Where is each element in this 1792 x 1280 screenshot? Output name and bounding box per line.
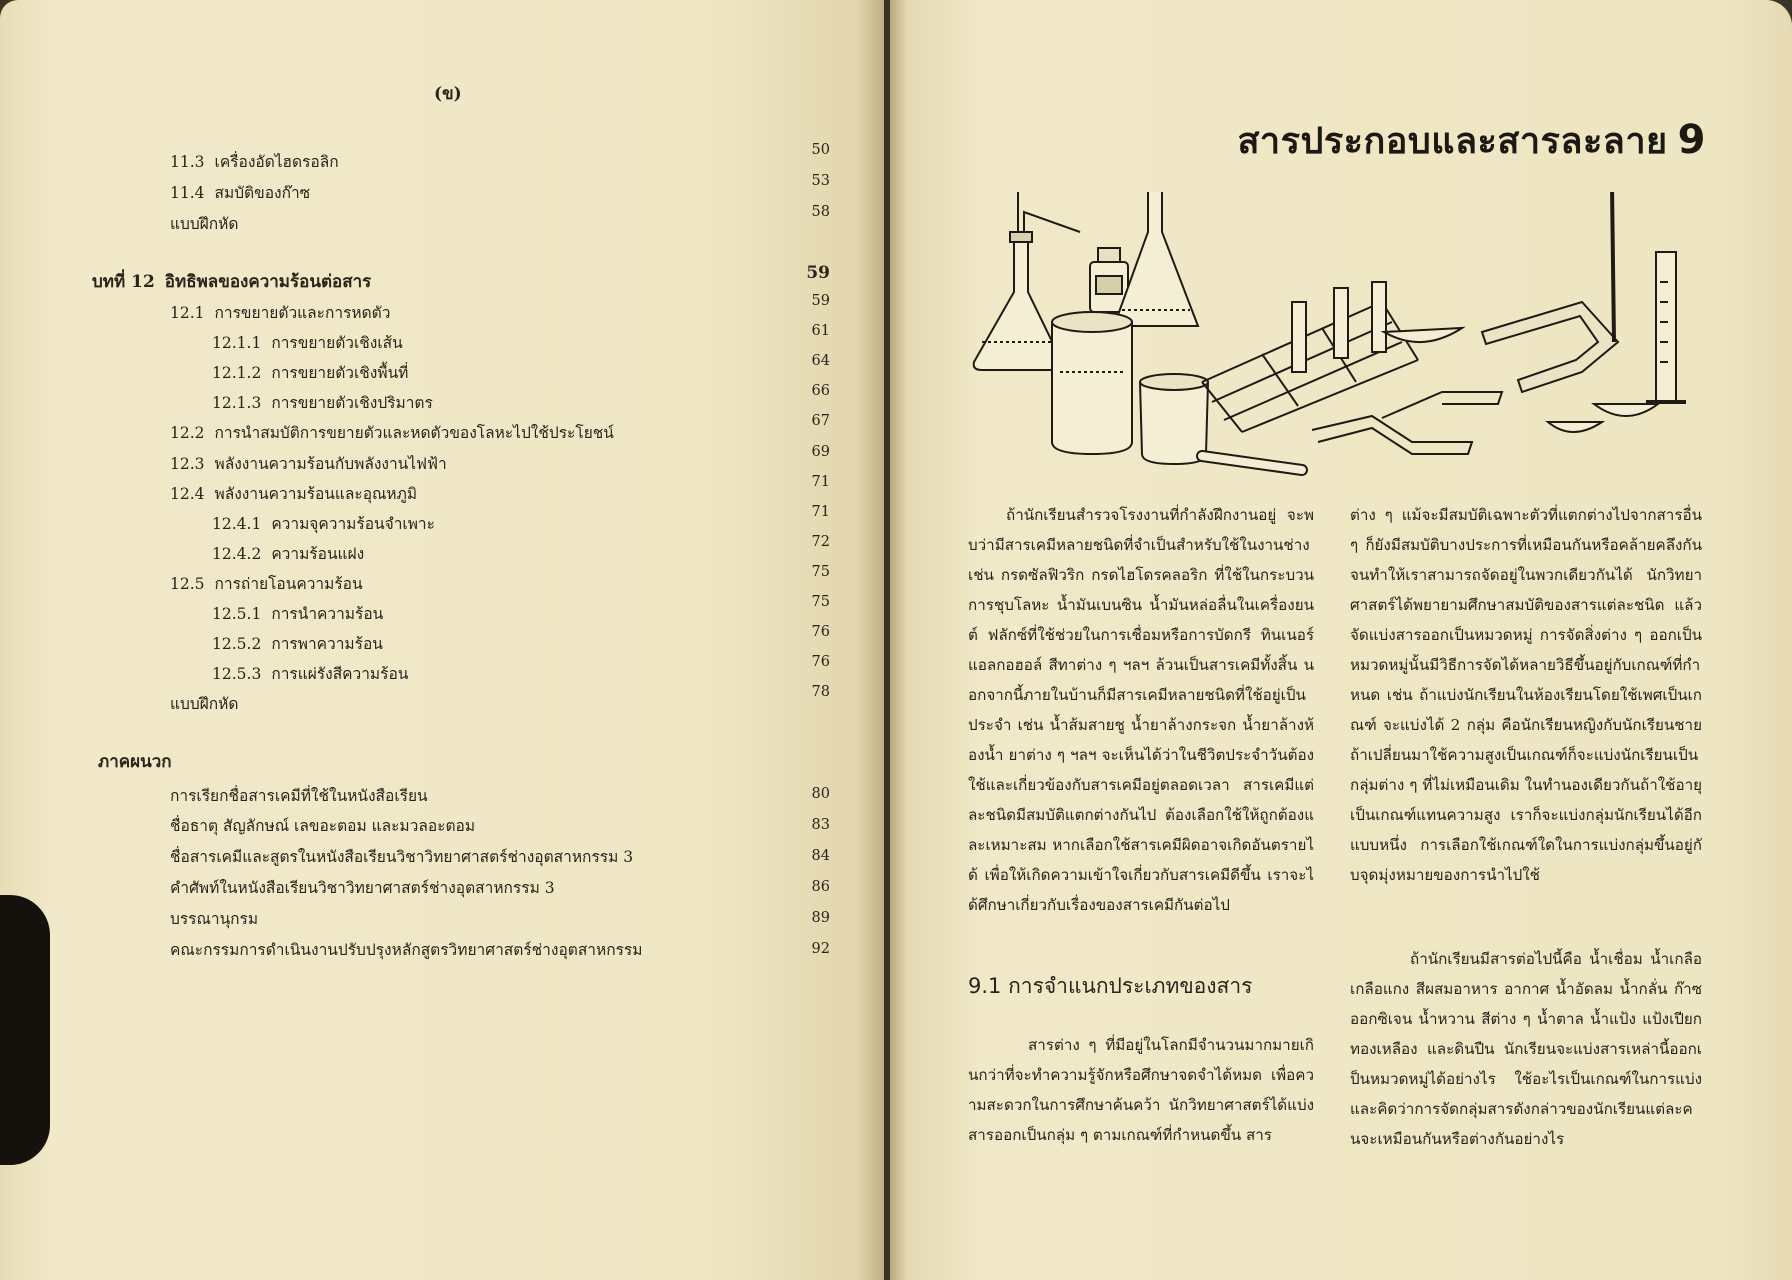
- toc-page-number: 67: [811, 413, 830, 429]
- funnel-icon: [1114, 192, 1198, 326]
- section-paragraph: สารต่าง ๆ ที่มีอยู่ในโลกมีจำนวนมากมายเกินกว่าที่จะทำความรู้จักหรือศึกษาจดจำได้หมด เพื่อความสะดวกในการศึกษาค้นคว้า นักวิทยาศาสตร์ได้แบ่งสารออกเป็นกลุ่ม ๆ ตามเกณฑ์ที่กำหนดขึ้น สาร: [968, 1036, 1314, 1144]
- toc-page-number: 71: [811, 504, 830, 520]
- chapter-title: สารประกอบและสารละลาย 9: [1237, 117, 1706, 163]
- toc-page-number: 89: [811, 910, 830, 926]
- left-page: [0, 0, 884, 1280]
- intro-paragraph: ถ้านักเรียนสำรวจโรงงานที่กำลังฝึกงานอยู่ จะพบว่ามีสารเคมีหลายชนิดที่จำเป็นสำหรับใช้ในงานช่าง เช่น กรดซัลฟิวริก กรดไฮโดรคลอริก ที่ใช้ในกระบวนการชุบโลหะ น้ำมันเบนซิน น้ำมันหล่อลื่นในเครื่องยนต์ ฟลักซ์ที่ใช้ช่วยในการเชื่อมหรือการบัดกรี ทินเนอร์ แอลกอฮอล์ สีทาต่าง ๆ ฯลฯ ล้วนเป็นสารเคมีทั้งสิ้น นอกจากนี้ภายในบ้านก็มีสารเคมีหลายชนิดที่ใช้อยู่เป็นประจำ เช่น น้ำส้มสายชู น้ำยาล้างกระจก น้ำยาล้างห้องน้ำ ยาต่าง ๆ ฯลฯ จะเห็นได้ว่าในชีวิตประจำวันต้องใช้และเกี่ยวข้องกับสารเคมีอยู่ตลอดเวลา สารเคมีแต่ละชนิดมีสมบัติแตกต่างกันไป ต้องเลือกใช้ให้ถูกต้องและเหมาะสม หากเลือกใช้สารเคมีผิดอาจเกิดอันตรายได้ เพื่อให้เกิดความเข้าใจเกี่ยวกับสารเคมีดีขึ้น เราจะได้ศึกษาเกี่ยวกับเรื่องของสารเคมีกันต่อไป: [968, 506, 1314, 914]
- toc-entry: 12.4.1 ความจุความร้อนจำเพาะ: [212, 515, 435, 533]
- toc-page-number: 53: [811, 173, 830, 189]
- chapter-number: 9: [1677, 117, 1706, 163]
- toc-page-number: 75: [811, 594, 830, 610]
- toc-entry: 12.3 พลังงานความร้อนกับพลังงานไฟฟ้า: [170, 455, 447, 473]
- toc-entry: การเรียกชื่อสารเคมีที่ใช้ในหนังสือเรียน: [170, 787, 428, 805]
- toc-entry: 12.5.1 การนำความร้อน: [212, 605, 384, 623]
- toc-entry: ชื่อธาตุ สัญลักษณ์ เลขอะตอม และมวลอะตอม: [170, 817, 476, 835]
- section-heading: 9.1 การจำแนกประเภทของสาร: [968, 974, 1253, 998]
- toc-entry: 11.4 สมบัติของก๊าซ: [170, 184, 311, 202]
- toc-entry: 12.5.2 การพาความร้อน: [212, 635, 383, 653]
- page-number: (ข): [434, 84, 462, 104]
- lab-glassware-illustration: [962, 192, 1702, 480]
- toc-entry: แบบฝึกหัด: [170, 695, 239, 713]
- toc-page-number: 84: [811, 848, 830, 864]
- toc-page-number: 71: [811, 474, 830, 490]
- toc-entry: 12.5.3 การแผ่รังสีความร้อน: [212, 665, 409, 683]
- toc-entry: ชื่อสารเคมีและสูตรในหนังสือเรียนวิชาวิทยาศาสตร์ช่างอุตสาหกรรม 3: [170, 848, 634, 866]
- beaker-icon: [1052, 312, 1132, 454]
- toc-entry: 12.1.3 การขยายตัวเชิงปริมาตร: [212, 394, 433, 412]
- toc-entry: คณะกรรมการดำเนินงานปรับปรุงหลักสูตรวิทยาศาสตร์ช่างอุตสาหกรรม: [170, 941, 643, 959]
- toc-page-number: 78: [811, 684, 830, 700]
- toc-page-number: 76: [811, 624, 830, 640]
- appendix-heading: ภาคผนวก: [98, 752, 172, 772]
- column2-paragraph: ต่าง ๆ แม้จะมีสมบัติเฉพาะตัวที่แตกต่างไปจากสารอื่น ๆ ก็ยังมีสมบัติบางประการที่เหมือนกันหรือคล้ายคลึงกัน จนทำให้เราสามารถจัดอยู่ในพวกเดียวกันได้ นักวิทยาศาสตร์ได้พยายามศึกษาสมบัติของสารแต่ละชนิด แล้วจัดแบ่งสารออกเป็นหมวดหมู่ การจัดสิ่งต่าง ๆ ออกเป็นหมวดหมู่นั้นมีวิธีการจัดได้หลายวิธีขึ้นอยู่กับเกณฑ์ที่กำหนด เช่น ถ้าแบ่งนักเรียนในห้องเรียนโดยใช้เพศเป็นเกณฑ์ จะแบ่งได้ 2 กลุ่ม คือนักเรียนหญิงกับนักเรียนชาย ถ้าเปลี่ยนมาใช้ความสูงเป็นเกณฑ์ก็จะแบ่งนักเรียนเป็นกลุ่มต่าง ๆ ที่ไม่เหมือนเดิม ในทำนองเดียวกันถ้าใช้อายุเป็นเกณฑ์แทนความสูง เราก็จะแบ่งกลุ่มนักเรียนได้อีกแบบหนึ่ง การเลือกใช้เกณฑ์ใดในการแบ่งกลุ่มขึ้นอยู่กับจุดมุ่งหมายของการนำไปใช้: [1350, 506, 1702, 884]
- toc-page-number: 92: [811, 941, 830, 957]
- thumb-shadow: [0, 895, 50, 1165]
- glass-rod-icon: [1202, 456, 1302, 470]
- toc-entry: 12.1.2 การขยายตัวเชิงพื้นที่: [212, 364, 409, 382]
- toc-page-number: 83: [811, 817, 830, 833]
- toc-page-number: 75: [811, 564, 830, 580]
- toc-entry: แบบฝึกหัด: [170, 215, 239, 233]
- graduated-cylinder-icon: [1646, 252, 1686, 402]
- toc-page-number: 59: [811, 293, 830, 309]
- toc-entry: 12.2 การนำสมบัติการขยายตัวและหดตัวของโลหะไปใช้ประโยชน์: [170, 424, 614, 442]
- toc-page-number: 59: [806, 263, 830, 283]
- small-beaker-icon: [1140, 374, 1208, 464]
- toc-page-number: 72: [811, 534, 830, 550]
- toc-entry: 12.5 การถ่ายโอนความร้อน: [170, 575, 363, 593]
- toc-page-number: 64: [811, 353, 830, 369]
- small-dish-icon: [1548, 404, 1658, 432]
- toc-page-number: 61: [811, 323, 830, 339]
- toc-entry: 12.1.1 การขยายตัวเชิงเส้น: [212, 334, 403, 352]
- toc-entry: บรรณานุกรม: [170, 910, 259, 928]
- toc-page-number: 58: [811, 204, 830, 220]
- toc-page-number: 50: [811, 142, 830, 158]
- toc-page-number: 86: [811, 879, 830, 895]
- evaporating-dish-icon: [1384, 328, 1462, 342]
- toc-entry: 11.3 เครื่องอัดไฮดรอลิก: [170, 153, 339, 171]
- toc-page-number: 69: [811, 444, 830, 460]
- toc-page-number: 66: [811, 383, 830, 399]
- ring-stand-icon: [1482, 192, 1618, 392]
- toc-entry: 12.4 พลังงานความร้อนและอุณหภูมิ: [170, 485, 418, 503]
- toc-entry: 12.1 การขยายตัวและการหดตัว: [170, 304, 391, 322]
- crucible-tongs-icon: [1312, 392, 1502, 454]
- chapter-entry: บทที่ 12 อิทธิพลของความร้อนต่อสาร: [92, 272, 372, 292]
- toc-page-number: 80: [811, 786, 830, 802]
- toc-entry: คำศัพท์ในหนังสือเรียนวิชาวิทยาศาสตร์ช่างอุตสาหกรรม 3: [170, 879, 555, 897]
- toc-page-number: 76: [811, 654, 830, 670]
- toc-entry: 12.4.2 ความร้อนแฝง: [212, 545, 365, 563]
- column2-paragraph-2: ถ้านักเรียนมีสารต่อไปนี้คือ น้ำเชื่อม น้ำเกลือ เกลือแกง สีผสมอาหาร อากาศ น้ำอัดลม น้ำกลั่น ก๊าซออกซิเจน น้ำหวาน สีต่าง ๆ น้ำตาล น้ำแป้ง แป้งเปียก ทองเหลือง และดินปืน นักเรียนจะแบ่งสารเหล่านี้ออกเป็นหมวดหมู่ได้อย่างไร ใช้อะไรเป็นเกณฑ์ในการแบ่ง และคิดว่าการจัดกลุ่มสารดังกล่าวของนักเรียนแต่ละคนจะเหมือนกันหรือต่างกันอย่างไร: [1350, 950, 1702, 1148]
- test-tube-rack-icon: [1202, 282, 1418, 432]
